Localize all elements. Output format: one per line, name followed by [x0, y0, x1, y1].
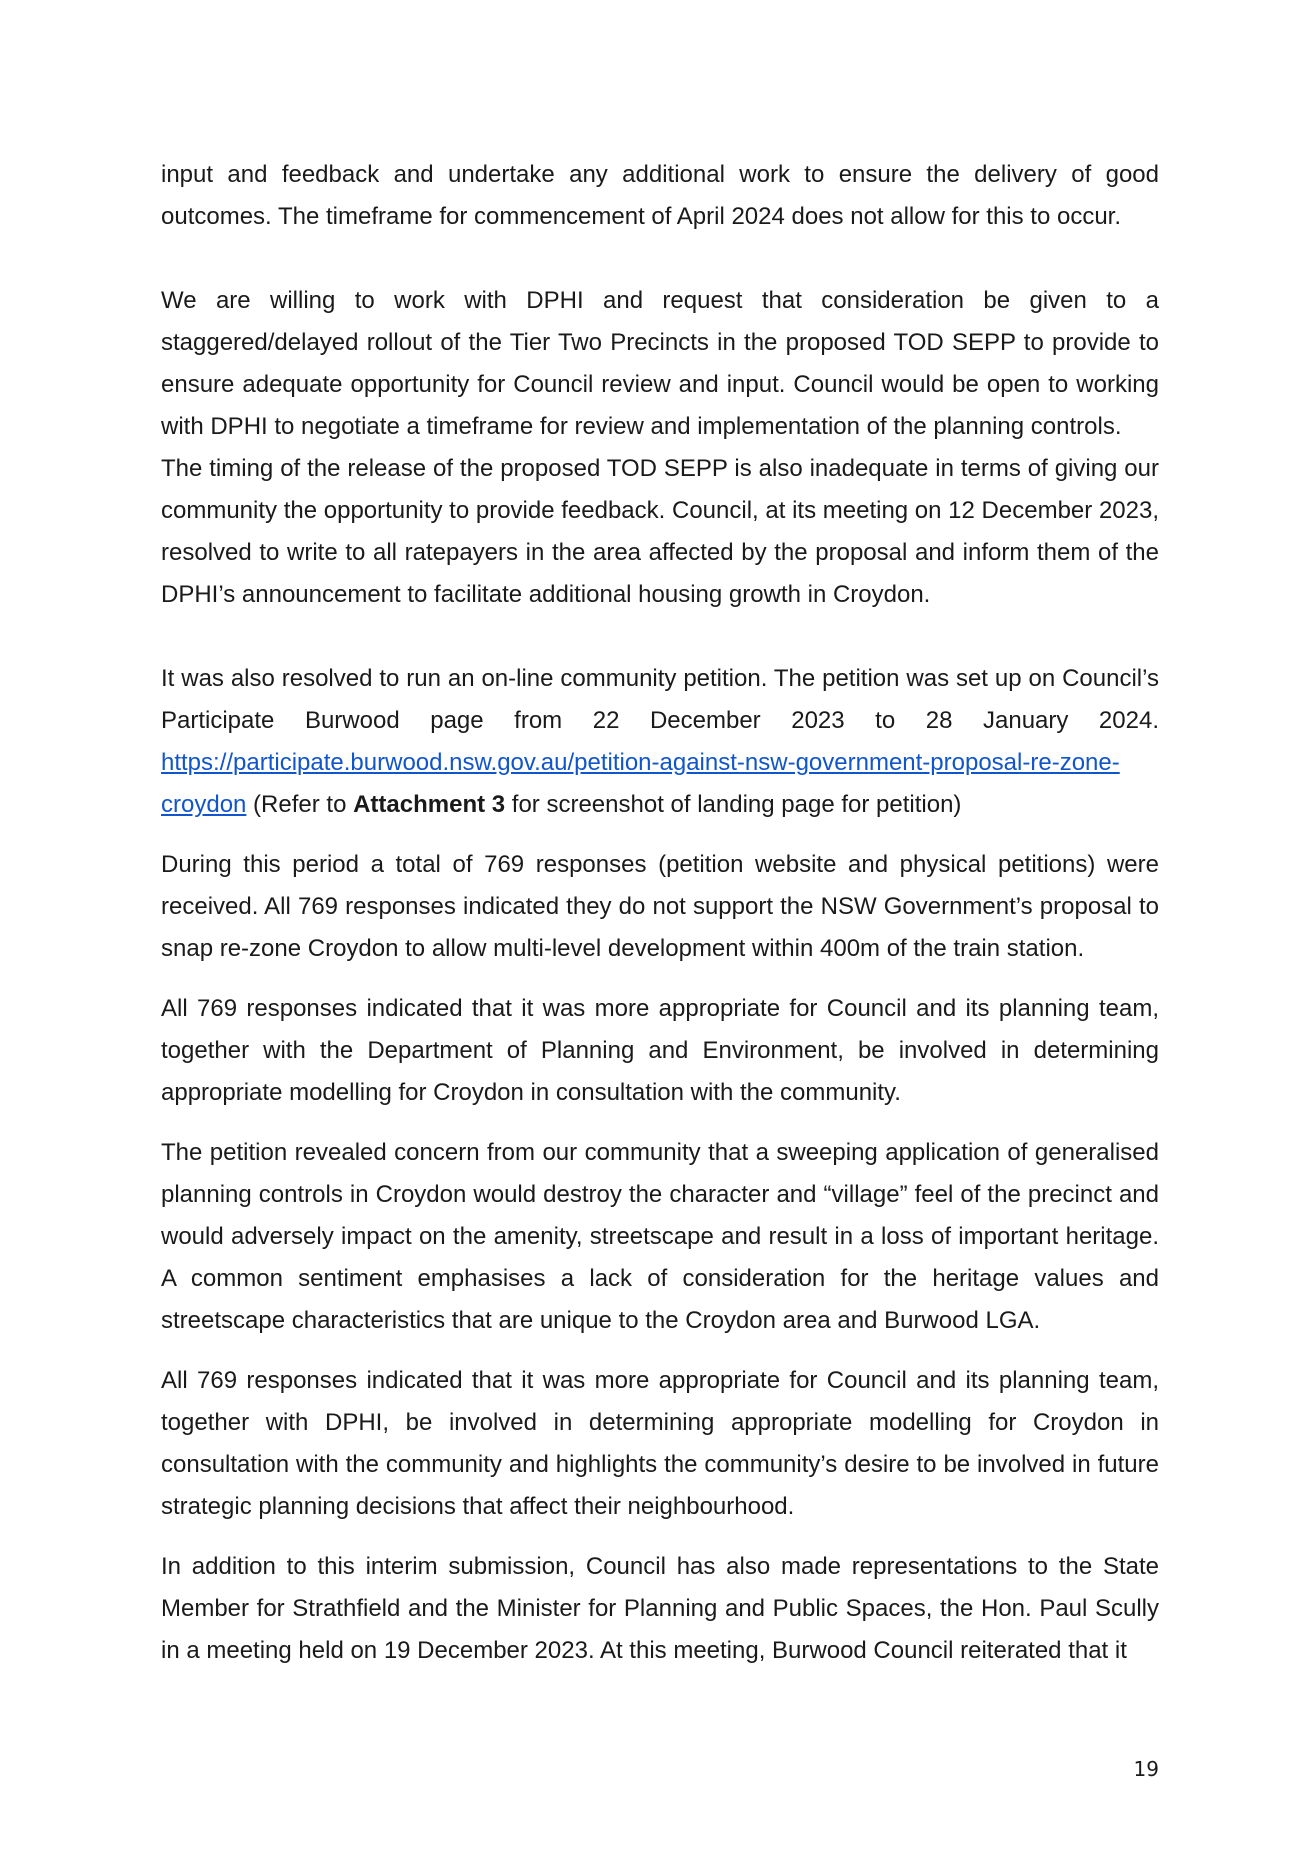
paragraph-community-concern: The petition revealed concern from our community that a sweeping application of generalised planning controls in Croydon would destroy the character and “village” feel of the precinct and would adversely impact on the amenity, streetscape and result in a loss of important heritage. A common sentiment emphasises a lack of consideration for the heritage values and streetscape characteristics that are unique to the Croydon area and Burwood LGA.	[161, 1139, 1159, 1334]
petition-refer-text: (Refer to	[246, 791, 354, 818]
attachment-reference: Attachment 3	[353, 791, 506, 818]
paragraph-responses-department: All 769 responses indicated that it was more appropriate for Council and its planning team, together with the Department of Planning and Environment, be involved in determining appropriate modelling for Croydon in consultation with the community.	[161, 995, 1159, 1106]
paragraph-responses-dphi: All 769 responses indicated that it was more appropriate for Council and its planning team, together with DPHI, be involved in determining appropriate modelling for Croydon in consultation with the community and highlights the community’s desire to be involved in future strategic planning decisions that affect their neighbourhood.	[161, 1367, 1159, 1520]
paragraph-petition	[161, 658, 1159, 826]
petition-tail-text: for screenshot of landing page for petition)	[505, 791, 962, 818]
petition-text: It was also resolved to run an on-line community petition. The petition was set up on Council’s Participate Burwood page from 22 December 2023 to 28 January 2024.	[161, 665, 1159, 734]
paragraph-spacer	[161, 1114, 1159, 1132]
paragraph-spacer	[161, 616, 1159, 658]
paragraph-spacer	[161, 1342, 1159, 1360]
page-number: 19	[1133, 1757, 1159, 1781]
paragraph-spacer	[161, 970, 1159, 988]
paragraph-spacer	[161, 1528, 1159, 1546]
paragraph-staggered-rollout: We are willing to work with DPHI and request that consideration be given to a staggered/delayed rollout of the Tier Two Precincts in the proposed TOD SEPP to provide to ensure adequate opportunity for Council review and input. Council would be open to working with DPHI to negotiate a timeframe for review and implementation of the planning controls.	[161, 287, 1159, 440]
paragraph-responses: During this period a total of 769 responses (petition website and physical petitions) were received. All 769 responses indicated they do not support the NSW Government’s proposal to snap re-zone Croydon to allow multi-level development within 400m of the train station.	[161, 851, 1159, 962]
paragraph-representations: In addition to this interim submission, Council has also made representations to the State Member for Strathfield and the Minister for Planning and Public Spaces, the Hon. Paul Scully in a meeting held on 19 December 2023. At this meeting, Burwood Council reiterated that it	[161, 1553, 1159, 1664]
document-body	[161, 154, 1159, 1672]
paragraph-spacer	[161, 238, 1159, 280]
petition-link[interactable]: https://participate.burwood.nsw.gov.au/petition-against-nsw-government-proposal-re-zone-croydon	[161, 749, 1120, 818]
paragraph-timeframe: input and feedback and undertake any additional work to ensure the delivery of good outcomes. The timeframe for commencement of April 2024 does not allow for this to occur.	[161, 161, 1159, 230]
paragraph-spacer	[161, 826, 1159, 844]
paragraph-release-timing: The timing of the release of the proposed TOD SEPP is also inadequate in terms of giving our community the opportunity to provide feedback. Council, at its meeting on 12 December 2023, resolved to write to all ratepayers in the area affected by the proposal and inform them of the DPHI’s announcement to facilitate additional housing growth in Croydon.	[161, 455, 1159, 608]
